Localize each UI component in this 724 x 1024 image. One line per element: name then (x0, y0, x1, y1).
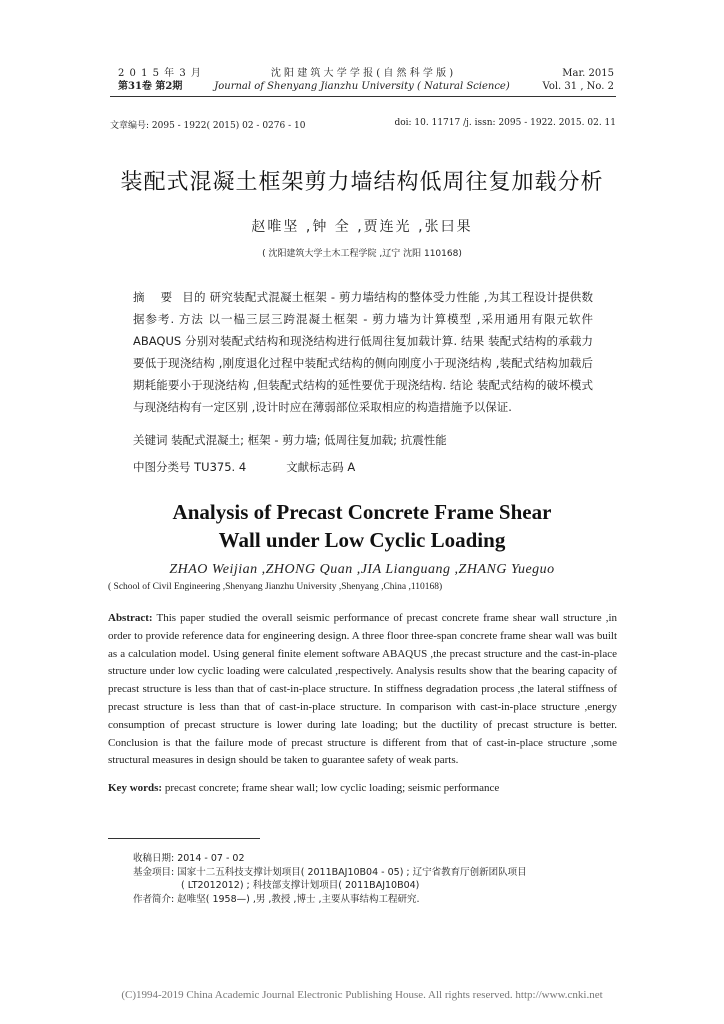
received-date: 收稿日期: 2014 - 07 - 02 (133, 853, 245, 864)
abstract-zh-text: 目的 研究装配式混凝土框架 - 剪力墙结构的整体受力性能 ,为其工程设计提供数据参考. 方法 以一榀三层三跨混凝土框架 - 剪力墙为计算模型 ,采用通用有限元软件 ABAQUS 分别对装配式结构和现浇结构进行低周往复加载计算. 结果 装配式结构的承载力要低于现浇结构 ,刚度退化过程中装配式结构的侧向刚度小于现浇结构 ,装配式结构加载后期耗能要小于现浇结构 ,但装配式结构的延性要优于现浇结构. 结论 装配式结构的破坏模式与现浇结构有一定区别 ,设计时应在薄弱部位采取相应的构造措施予以保证. (133, 290, 594, 414)
header-month-en: Mar. 2015 (562, 68, 614, 79)
document-code: 文献标志码 A (286, 460, 356, 474)
authors-zh: 赵唯坚 ,钟 全 ,贾连光 ,张曰果 (251, 219, 473, 235)
title-en (0, 498, 724, 554)
copyright-notice: (C)1994-2019 China Academic Journal Electronic Publishing House. All rights reserved. http://www.cnki.net (121, 989, 603, 1001)
fund-line2: ( LT2012012) ; 科技部支撑计划项目( 2011BAJ10B04) (181, 880, 420, 891)
keywords-en-text: precast concrete; frame shear wall; low cyclic loading; seismic performance (164, 782, 500, 794)
footnotes (133, 852, 623, 906)
abstract-en (108, 610, 617, 770)
author-bio: 作者简介: 赵唯坚( 1958—) ,男 ,教授 ,博士 ,主要从事结构工程研究. (133, 893, 420, 905)
header-volume-en: Vol. 31 , No. 2 (542, 81, 614, 92)
fund-line1: 基金项目: 国家十二五科技支撑计划项目( 2011BAJ10B04 - 05) ; 辽宁省教育厅创新团队项目 (133, 866, 527, 878)
title-en-line2: Wall under Low Cyclic Loading (218, 528, 506, 552)
article-number: 文章编号: 2095 - 1922( 2015) 02 - 0276 - 10 (110, 121, 306, 131)
header-center (0, 67, 724, 93)
abstract-zh (133, 286, 593, 418)
journal-name-zh: 沈 阳 建 筑 大 学 学 报 ( 自 然 科 学 版 ) (270, 68, 454, 79)
keywords-en-label: Key words: (108, 782, 163, 794)
clc-number: 中图分类号 TU375. 4 (133, 460, 247, 474)
header-date: 2 0 1 5 年 3 月 (118, 68, 202, 79)
footnote-rule (108, 838, 260, 839)
header-volume-zh: 第31卷 第2期 (118, 81, 183, 92)
header-rule (110, 96, 616, 97)
affiliation-en: ( School of Civil Engineering ,Shenyang Jianzhu University ,Shenyang ,China ,110168) (108, 582, 443, 592)
keywords-zh: 关键词 装配式混凝土; 框架 - 剪力墙; 低周往复加载; 抗震性能 (133, 433, 447, 447)
abstract-en-label: Abstract: (108, 612, 153, 624)
abstract-en-text: This paper studied the overall seismic performance of precast concrete frame shear wall structure ,in order to provide reference data for engineering design. A three floor three-span concrete frame shear wall was built as a calculation model. Using general finite element software ABAQUS ,the precast structure and the cast-in-place structure under low cyclic loading were calculated ,respectively. Analysis results show that the bearing capacity of precast structure is less than that of cast-in-place structure. In stiffness degradation process ,the lateral stiffness of precast structure is less than that of cast-in-place structure. In comparison with cast-in-place structure ,energy consumption of precast structure is lower during late loading; but the ductility of precast structure is better. Conclusion is that the failure mode of precast structure is different from that of cast-in-place structure ,some structural measures in design should be taken to guarantee safety of weak parts. (108, 612, 617, 767)
journal-name-en: Journal of Shenyang Jianzhu University ( Natural Science) (214, 81, 510, 92)
title-zh: 装配式混凝土框架剪力墙结构低周往复加载分析 (120, 170, 604, 195)
header-right (543, 67, 614, 93)
abstract-zh-label: 摘 要 (133, 290, 179, 304)
title-en-line1: Analysis of Precast Concrete Frame Shear (172, 500, 552, 524)
authors-en: ZHAO Weijian ,ZHONG Quan ,JIA Lianguang ,ZHANG Yueguo (169, 562, 555, 577)
doi: doi: 10. 11717 /j. issn: 2095 - 1922. 2015. 02. 11 (394, 118, 616, 128)
classification-zh (133, 459, 355, 475)
affiliation-zh: ( 沈阳建筑大学土木工程学院 ,辽宁 沈阳 110168) (262, 249, 462, 259)
keywords-en (108, 782, 499, 794)
